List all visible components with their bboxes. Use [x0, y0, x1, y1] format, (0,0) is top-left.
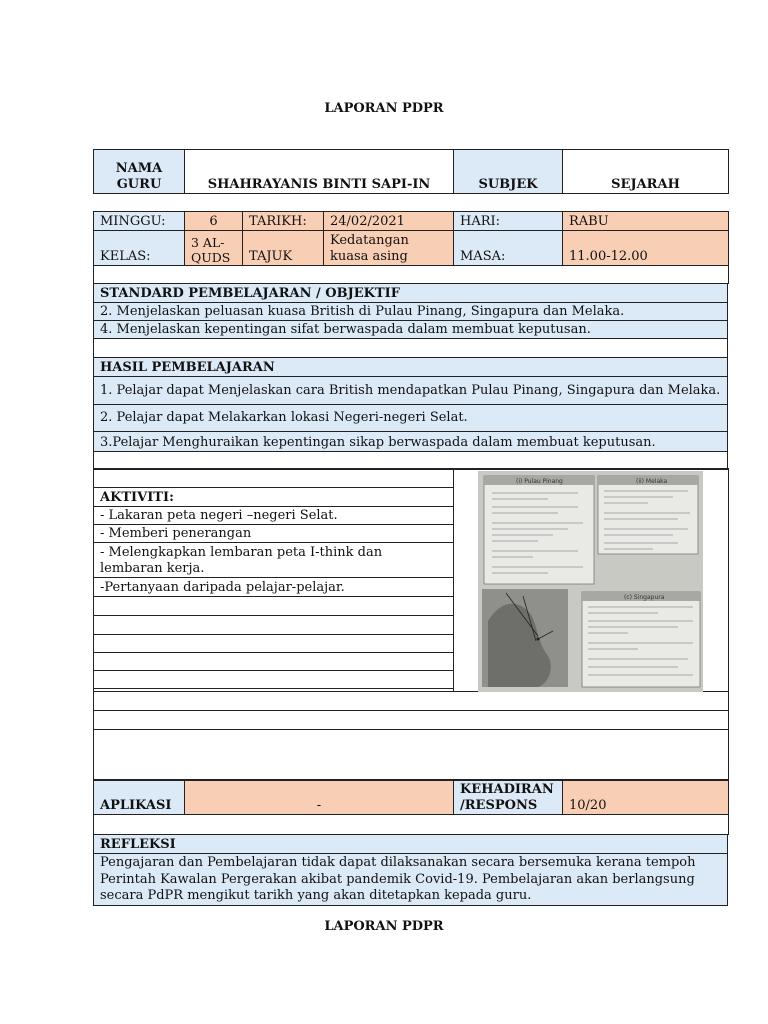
- masa-value: 11.00-12.00: [563, 231, 729, 266]
- minggu-label: MINGGU:: [94, 212, 185, 231]
- refleksi-text: Pengajaran dan Pembelajaran tidak dapat dilaksanakan secara bersemuka kerana tempoh Perintah Kawalan Pergerakan akibat pandemik Covid-19. Pembelajaran akan berlangsung secara PdPR mengikut tarikh yang akan ditetapkan kepada guru.: [94, 854, 728, 906]
- blank-cell: [94, 616, 454, 635]
- blank-row: [94, 815, 729, 835]
- objectives-table: [93, 283, 728, 470]
- aktiviti-item: -Pertanyaan daripada pelajar-pelajar.: [94, 578, 454, 597]
- blank-cell: [94, 469, 454, 488]
- hasil-item: 3.Pelajar Menghuraikan kepentingan sikap berwaspada dalam membuat keputusan.: [94, 432, 728, 452]
- subjek-value: SEJARAH: [563, 150, 729, 194]
- worksheet-box3-title: (c) Singapura: [624, 594, 665, 601]
- blank-row: [94, 730, 729, 780]
- worksheet-photo: [478, 471, 703, 692]
- aktiviti-item: - Lakaran peta negeri –negeri Selat.: [94, 507, 454, 525]
- tajuk-label: TAJUK: [243, 231, 324, 266]
- nama-guru-label: NAMA GURU: [94, 150, 185, 194]
- hasil-item: 1. Pelajar dapat Menjelaskan cara British mendapatkan Pulau Pinang, Singapura dan Melaka.: [94, 377, 728, 405]
- blank-cell: [94, 635, 454, 653]
- nama-guru-value: SHAHRAYANIS BINTI SAPI-IN: [185, 150, 454, 194]
- teacher-header-table: [93, 149, 729, 194]
- masa-label: MASA:: [454, 231, 563, 266]
- kehadiran-value: 10/20: [563, 781, 729, 815]
- lesson-info-table: [93, 211, 729, 284]
- aplikasi-label: APLIKASI: [94, 781, 185, 815]
- blank-row: [94, 339, 728, 358]
- kelas-value: 3 AL-QUDS: [185, 231, 243, 266]
- standard-item: 4. Menjelaskan kepentingan sifat berwaspada dalam membuat keputusan.: [94, 321, 728, 339]
- worksheet-box2-title: (ii) Melaka: [636, 478, 668, 485]
- tarikh-label: TARIKH:: [243, 212, 324, 231]
- refleksi-table: [93, 834, 728, 906]
- aktiviti-item: - Melengkapkan lembaran peta I-think dan lembaran kerja.: [94, 543, 454, 578]
- kehadiran-label: KEHADIRAN /RESPONS: [454, 781, 563, 815]
- blank-row: [94, 266, 729, 284]
- aktiviti-item: - Memberi penerangan: [94, 525, 454, 543]
- footer-title: LAPORAN PDPR: [324, 919, 444, 934]
- minggu-value: 6: [185, 212, 243, 231]
- hari-value: RABU: [563, 212, 729, 231]
- blank-cell: [94, 597, 454, 616]
- standard-item: 2. Menjelaskan peluasan kuasa British di Pulau Pinang, Singapura dan Melaka.: [94, 303, 728, 321]
- subjek-label: SUBJEK: [454, 150, 563, 194]
- blank-row: [94, 711, 729, 730]
- hari-label: HARI:: [454, 212, 563, 231]
- kelas-label: KELAS:: [94, 231, 185, 266]
- blank-cell: [94, 653, 454, 671]
- tarikh-value: 24/02/2021: [324, 212, 454, 231]
- hasil-heading: HASIL PEMBELAJARAN: [94, 358, 728, 377]
- hasil-item: 2. Pelajar dapat Melakarkan lokasi Negeri-negeri Selat.: [94, 405, 728, 432]
- blank-row: [94, 692, 729, 711]
- blank-row: [94, 452, 728, 470]
- aplikasi-value: -: [185, 781, 454, 815]
- refleksi-heading: REFLEKSI: [94, 835, 728, 854]
- page-title: LAPORAN PDPR: [324, 101, 444, 116]
- aktiviti-heading: AKTIVITI:: [94, 488, 454, 507]
- standard-heading: STANDARD PEMBELAJARAN / OBJEKTIF: [94, 284, 728, 303]
- aplikasi-table: [93, 780, 729, 835]
- tajuk-value: Kedatangan kuasa asing: [324, 231, 454, 266]
- worksheet-box1-title: (i) Pulau Pinang: [516, 478, 563, 485]
- blank-cell: [94, 671, 454, 689]
